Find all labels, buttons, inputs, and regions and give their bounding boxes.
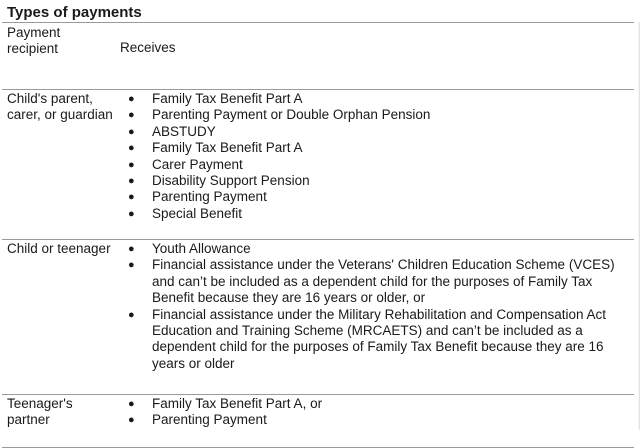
list-item [120,396,634,412]
payment-list [120,241,634,372]
bullet-icon: ● [128,398,135,410]
recipient-cell: Teenager's partner [2,395,113,448]
payment-item-label: Youth Allowance [152,241,251,256]
payment-item-label: Financial assistance under the Veterans' Children Education Scheme (VCES) and can’t be included as a dependent child for the purposes of Family Tax Benefit because they are 16 years or older, or [152,257,615,306]
list-item [120,412,634,428]
payment-item-label: Carer Payment [152,156,243,172]
payment-item-label: Financial assistance under the Military Rehabilitation and Compensation Act Education and Training Scheme (MRCAETS) and can’t be included as a dependent child for the purposes of Family Tax Benefit because they are 16 years or older [152,306,606,371]
payment-item-label: Disability Support Pension [152,173,310,189]
payment-item-label: Family Tax Benefit Part A [152,91,303,106]
list-item [120,140,634,156]
list-item [120,107,634,123]
payment-list [120,396,634,429]
payment-item-label: ABSTUDY [152,123,216,139]
bullet-icon: ● [128,93,135,105]
table-row [2,395,634,448]
receives-cell [113,240,634,395]
header-payment-recipient: Payment recipient [2,23,113,90]
list-item [120,206,634,222]
receives-cell [113,395,634,448]
payment-item-label: Parenting Payment or Double Orphan Pension [152,107,431,123]
list-item [120,241,634,257]
list-item [120,157,634,173]
payment-item-label: Special Benefit [152,205,243,221]
list-item [120,257,634,306]
bullet-icon: ● [128,259,135,272]
bullet-icon: ● [128,414,135,427]
list-item [120,307,634,373]
bullet-icon: ● [128,125,135,138]
payments-table [2,22,634,448]
receives-cell [113,90,634,240]
recipient-cell: Child or teenager [2,240,113,395]
list-item [120,91,634,107]
header-receives: Receives [113,23,634,90]
table-row [2,240,634,395]
bullet-icon: ● [128,175,135,188]
bullet-icon: ● [128,142,135,155]
bullet-icon: ● [128,109,135,122]
bullet-icon: ● [128,158,135,171]
table-row [2,90,634,240]
bullet-icon: ● [128,243,135,255]
list-item [120,124,634,140]
payment-item-label: Family Tax Benefit Part A, or [152,396,323,411]
bullet-icon: ● [128,207,135,220]
payment-item-label: Parenting Payment [152,412,267,428]
table-header-row [2,23,634,90]
recipient-cell: Child's parent, carer, or guardian [2,90,113,240]
bullet-icon: ● [128,308,135,321]
bullet-icon: ● [128,191,135,204]
list-item [120,173,634,189]
payment-item-label: Parenting Payment [152,189,267,205]
payment-list [120,91,634,222]
payment-item-label: Family Tax Benefit Part A [152,140,303,156]
page-title: Types of payments [7,4,142,21]
list-item [120,189,634,205]
